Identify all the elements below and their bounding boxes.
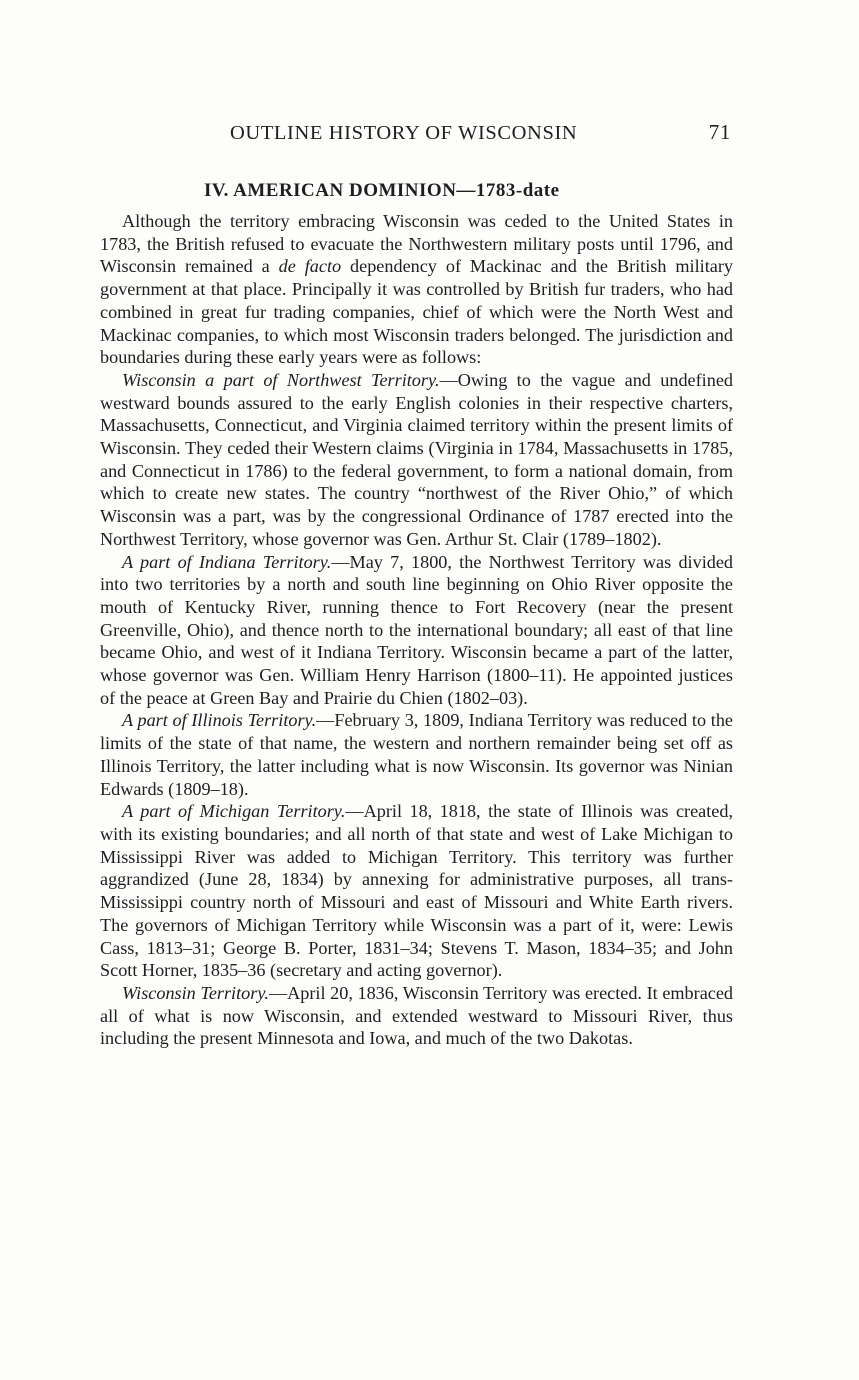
paragraph-text: —February 3, 1809, Indiana Territory was reduced to the limits of the state of that name, the western and northern remainder being set off as Illinois Territory, the latter including what is now Wisconsin. Its governor was Ninian Edwards (1809–18). <box>100 710 733 799</box>
paragraph-lead: Wisconsin a part of Northwest Territory. <box>122 369 440 390</box>
paragraph-michigan-territory <box>100 800 733 982</box>
italic-phrase: de facto <box>278 256 342 277</box>
running-header <box>100 120 731 145</box>
running-title: OUTLINE HISTORY OF WISCONSIN <box>230 122 578 144</box>
paragraph-text: dependency of Mackinac and the British military government at that place. Principally it was controlled by British fur traders, who had combined in great fur trading companies, chief of which were the North West and Mackinac companies, to which most Wisconsin traders belonged. The jurisdiction and boundaries during these early years were as follows: <box>100 256 733 368</box>
paragraph-text: —April 20, 1836, Wisconsin Territory was erected. It embraced all of what is now Wisconsin, and extended westward to Missouri River, thus including the present Minnesota and Iowa, and much of the two Dakotas. <box>100 982 734 1049</box>
paragraph-northwest-territory <box>100 369 733 551</box>
paragraph-wisconsin-territory <box>100 982 733 1050</box>
paragraph-text: —May 7, 1800, the Northwest Territory was divided into two territories by a north and south line beginning on Ohio River opposite the mouth of Kentucky River, running thence to Fort Recovery (near the present Greenville, Ohio), and thence north to the international boundary; all east of that line became Ohio, and west of it Indiana Territory. Wisconsin became a part of the latter, whose governor was Gen. William Henry Harrison (1800–11). He appointed justices of the peace at Green Bay and Prairie du Chien (1802–03). <box>100 551 734 708</box>
paragraph-text: —April 18, 1818, the state of Illinois was created, with its existing boundaries; and all north of that state and west of Lake Michigan to Mississippi River was added to Michigan Territory. This territory was further aggrandized (June 28, 1834) by annexing for administrative purposes, all trans-Mississippi country north of Missouri and east of Missouri and White Earth rivers. The governors of Michigan Territory while Wisconsin was a part of it, were: Lewis Cass, 1813–31; George B. Porter, 1831–34; Stevens T. Mason, 1834–35; and John Scott Horner, 1835–36 (secretary and acting governor). <box>100 801 734 981</box>
paragraph-lead: A part of Illinois Territory. <box>122 710 317 731</box>
paragraph-intro <box>100 210 733 369</box>
paragraph-lead: Wisconsin Territory. <box>122 982 269 1003</box>
paragraph-lead: A part of Michigan Territory. <box>122 801 346 822</box>
paragraph-lead: A part of Indiana Territory. <box>122 551 332 572</box>
page-number: 71 <box>708 120 731 144</box>
paragraph-indiana-territory <box>100 551 733 710</box>
section-heading: IV. AMERICAN DOMINION—1783-date <box>204 180 560 201</box>
body-text <box>100 210 733 1050</box>
paragraph-illinois-territory <box>100 709 733 800</box>
paragraph-text: Although the territory embracing Wisconsin was ceded to the United States in 1783, the British refused to evacuate the Northwestern military posts until 1796, and Wisconsin remained a <box>100 211 733 277</box>
paragraph-text: —Owing to the vague and undefined westward bounds assured to the early English colonies in their respective charters, Massachusetts, Connecticut, and Virginia claimed territory within the present limits of Wisconsin. They ceded their Western claims (Virginia in 1784, Massachusetts in 1785, and Connecticut in 1786) to the federal government, to form a national domain, from which to create new states. The country “northwest of the River Ohio,” of which Wisconsin was a part, was by the congressional Ordinance of 1787 erected into the Northwest Territory, whose governor was Gen. Arthur St. Clair (1789–1802). <box>100 369 733 549</box>
